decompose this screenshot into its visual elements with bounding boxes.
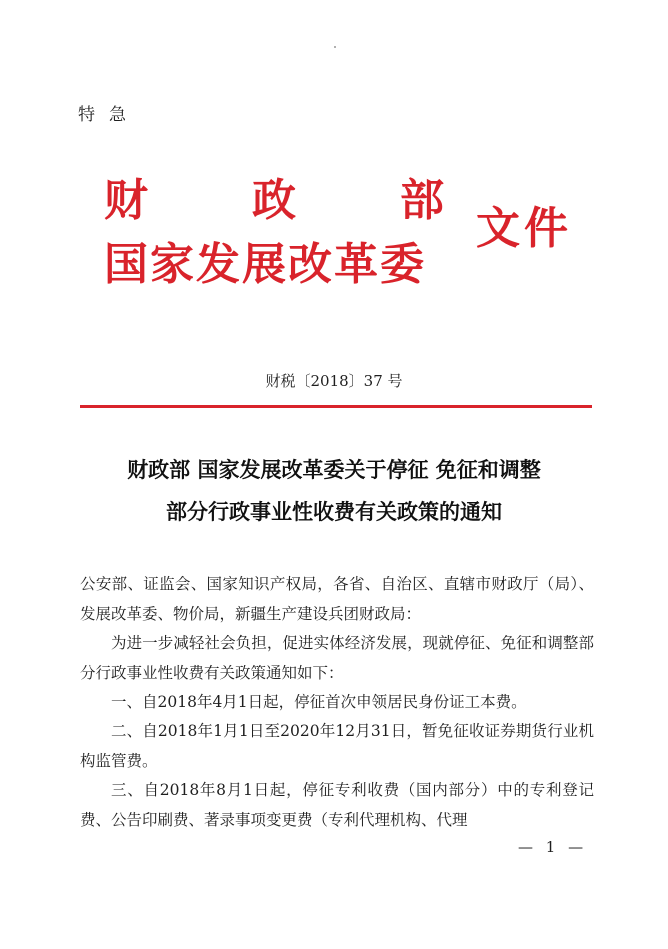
document-type-label: 文件 (476, 203, 572, 254)
document-title-line-2: 部分行政事业性收费有关政策的通知 (166, 499, 502, 524)
issuer-ndrc: 国家发展改革委 (104, 239, 426, 290)
page-number: — 1 — (518, 838, 588, 856)
scan-speck (334, 46, 336, 48)
policy-item-2: 二、自2018年1月1日至2020年12月31日，暂免征收证券期货行业机构监管费。 (80, 722, 594, 770)
issuer-char: 部 (400, 175, 444, 226)
issuer-ministry-of-finance (104, 164, 444, 228)
urgency-label: 特急 (78, 105, 140, 125)
red-divider (80, 405, 592, 408)
addressee-paragraph: 公安部、证监会、国家知识产权局，各省、自治区、直辖市财政厅（局）、发展改革委、物价局，新疆生产建设兵团财政局： (80, 575, 594, 623)
issuer-char: 政 (252, 175, 296, 226)
policy-item-1: 一、自2018年4月1日起，停征首次申领居民身份证工本费。 (111, 693, 527, 711)
document-title-line-1: 财政部 国家发展改革委关于停征 免征和调整 (127, 457, 541, 482)
issuer-char: 财 (104, 175, 148, 226)
policy-item-3: 三、自2018年8月1日起，停征专利收费（国内部分）中的专利登记费、公告印刷费、著录事项变更费（专利代理机构、代理 (80, 781, 594, 829)
intro-paragraph: 为进一步减轻社会负担，促进实体经济发展，现就停征、免征和调整部分行政事业性收费有关政策通知如下： (80, 634, 594, 682)
document-number: 财税〔2018〕37 号 (265, 372, 403, 390)
